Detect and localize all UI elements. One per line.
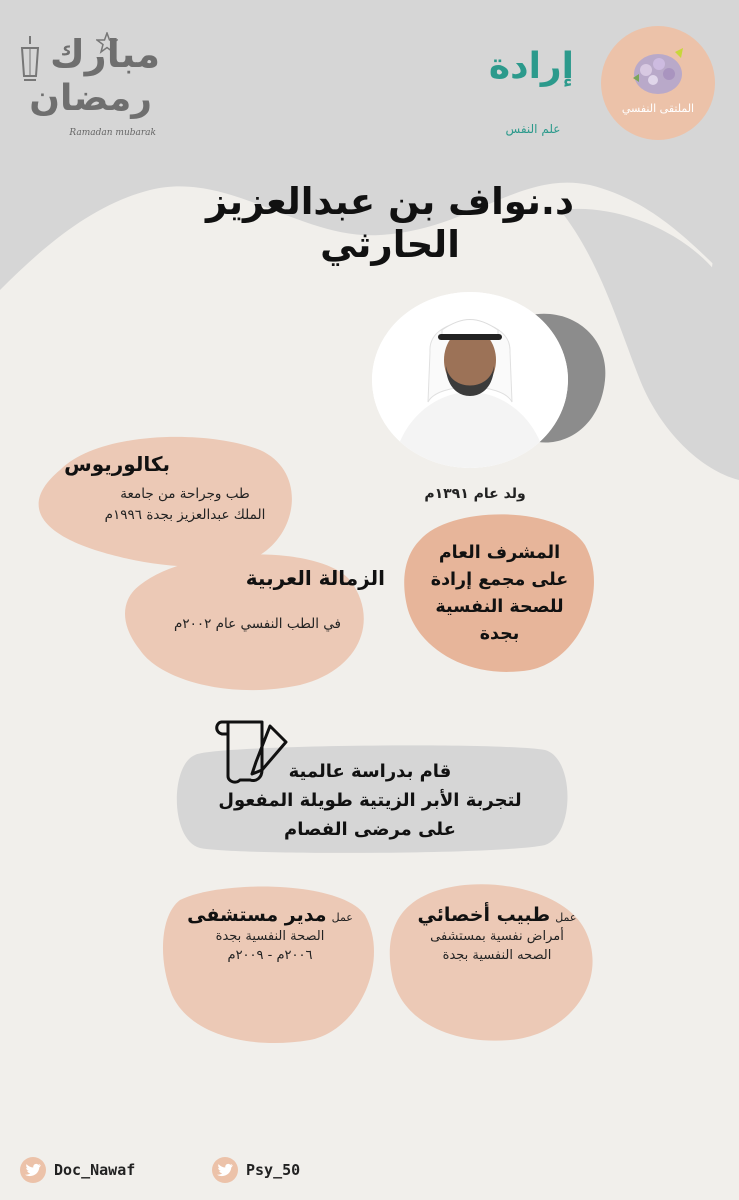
twitter-handle[interactable]: Doc_Nawaf — [54, 1161, 136, 1179]
bachelor-title: بكالوريوس — [64, 452, 170, 476]
ramadan-logo-line1: مبارك — [49, 32, 160, 76]
birth-year: ولد عام ١٣٩١م — [424, 486, 526, 502]
multaqa-logo-label: الملتقى النفسي — [621, 102, 695, 115]
ramadan-logo-latin: Ramadan mubarak — [69, 128, 156, 138]
multaqa-logo — [601, 26, 715, 140]
twitter-link-psy-50[interactable] — [212, 1157, 300, 1183]
director-prefix: عمل — [331, 911, 353, 924]
twitter-bird-icon — [212, 1157, 238, 1183]
irada-logo — [488, 26, 574, 146]
bachelor-desc-line2: الملك عبدالعزيز بجدة ١٩٩٦م — [104, 507, 266, 523]
fellowship-title: الزمالة العربية — [245, 566, 385, 590]
brain-icon — [631, 48, 685, 98]
director-text — [180, 906, 360, 965]
specialist-line1: أمراض نفسية بمستشفى — [430, 929, 564, 944]
supervisor-line3: للصحة النفسية — [435, 597, 564, 617]
study-line2: لتجربة الأبر الزيتية طويلة المفعول — [218, 790, 522, 811]
director-title: مدير مستشفى — [187, 904, 327, 926]
doctor-portrait-illustration — [372, 292, 568, 468]
irada-logo-subtitle: علم النفس — [505, 122, 561, 136]
irada-logo-name: إرادة — [488, 46, 574, 87]
specialist-line2: الصحه النفسية بجدة — [442, 948, 552, 963]
bachelor-description — [80, 484, 290, 526]
doctor-name: د.نواف بن عبدالعزيز الحارثي — [206, 180, 574, 266]
bachelor-desc-line1: طب وجراحة من جامعة — [120, 486, 250, 502]
supervisor-line4: بجدة — [479, 624, 520, 644]
fellowship-description: في الطب النفسي عام ٢٠٠٢م — [173, 616, 342, 632]
specialist-text — [408, 906, 586, 965]
study-line1: قام بدراسة عالمية — [288, 761, 452, 782]
twitter-link-doc-nawaf[interactable] — [20, 1157, 135, 1183]
study-text — [205, 757, 535, 844]
supervisor-line1: المشرف العام — [438, 543, 561, 563]
study-line3: على مرضى الفصام — [284, 819, 456, 840]
supervisor-text — [412, 540, 587, 648]
director-line1: الصحة النفسية بجدة — [215, 929, 325, 944]
director-line2: ٢٠٠٦م - ٢٠٠٩م — [227, 948, 313, 963]
twitter-handle[interactable]: Psy_50 — [246, 1161, 301, 1179]
doctor-photo — [372, 292, 568, 468]
specialist-prefix: عمل — [555, 911, 577, 924]
supervisor-line2: على مجمع إرادة — [430, 570, 569, 590]
ramadan-logo-line2: رمضان — [29, 78, 152, 119]
twitter-bird-icon — [20, 1157, 46, 1183]
specialist-title: طبيب أخصائي — [417, 904, 551, 926]
ramadan-mubarak-logo — [18, 22, 168, 147]
